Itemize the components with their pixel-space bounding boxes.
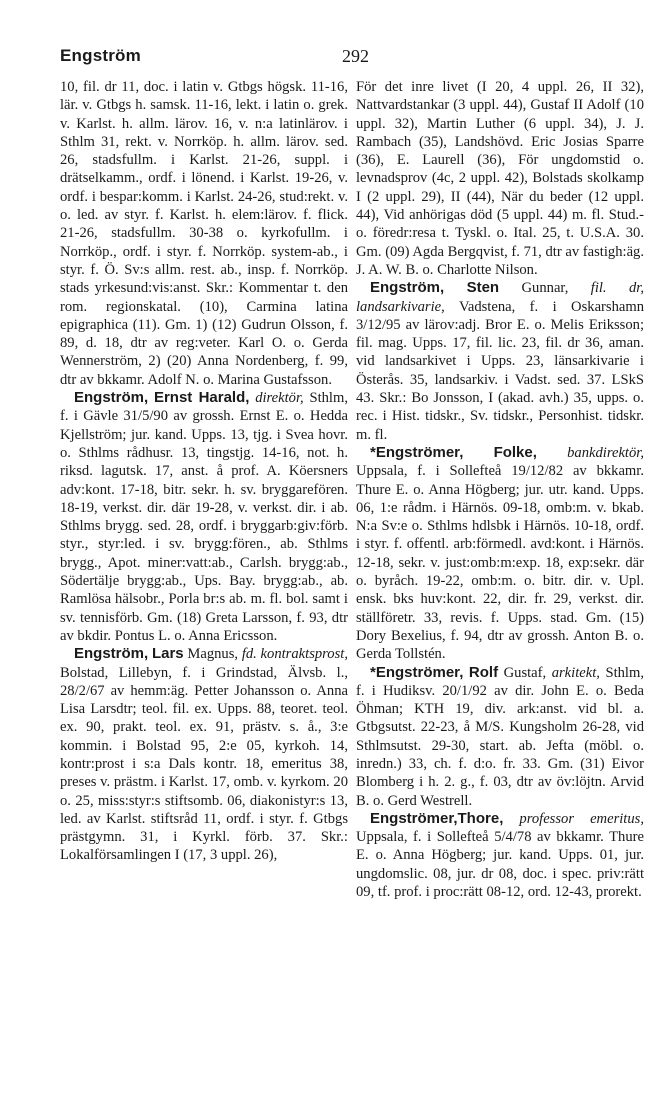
entry-role: fd. kontraktsprost, <box>241 646 348 663</box>
right-column <box>356 78 644 901</box>
entry-given-name: Lars <box>151 645 184 663</box>
page-header <box>60 46 614 70</box>
entry-continuation <box>356 78 644 279</box>
entry-given-name: Rolf <box>468 663 499 681</box>
entry-role: arkitekt, <box>551 664 600 681</box>
entry-engstromer-rolf <box>356 664 644 810</box>
entry-text: Uppsala, f. i Sollefteå 5/4/78 av bkkamr. Thure E. o. Anna Högberg; jur. kand. Upps. 01, jur. ungdomslic. 08, jur. dr 08, doc. i spec. priv:rätt 09, tf. prof. i proc:rätt 08-12, ord. 12-43, prorekt. <box>356 829 644 901</box>
entry-engstromer-thore <box>356 810 644 901</box>
entry-text: Bolstad, Lillebyn, f. i Grindstad, Älvsb. l., 28/2/67 av hemm:äg. Petter Johansson o. Anna Lisa Larsdtr; teol. fil. ex. Upps. 88, teoret. teol. ex. 90, prakt. teol. ex. 91, prästv. s. å., 3:e kommin. i Bolstad 95, 2:e 05, kyrkoh. 14, kontr:prost i s:a Dals kontr. 18, emeritus 38, preses v. prästm. i Karlst. 17, omb. v. kyrkom. 20 o. 25, miss:styr:s stiftsomb. 06, diakonistyr:s 13, led. av Karlst. stiftsråd 11, ordf. i styr. f. Gtbgs prästgymn. 31, i Kyrkl. förb. 37. Skr.: Lokalförsamlingen I (17, 3 uppl. 26), <box>60 664 348 864</box>
entry-engstrom-sten <box>356 279 644 444</box>
entry-surname: Engström, <box>74 645 149 663</box>
entry-surname: Engströmer,Thore, <box>370 809 504 827</box>
entry-surname: Engström, <box>74 389 149 407</box>
entry-role: professor emeritus, <box>519 810 644 827</box>
entry-text: För det inre livet (I 20, 4 uppl. 26, II 32), Nattvardstankar (3 uppl. 44), Gustaf II Adolf (10 uppl. 32), Martin Luther (6 uppl. 34), J. J. Rambach (35), Landshövd. Eric Josias Sparre (36), E. Laurell (36), För ungdomstid o. levnadsprov (4c, 2 uppl. 42), Bolstads skolkamp I (2 uppl. 29), II (44), När du beder (12 uppl. 44), Vid anhörigas död (5 uppl. 44) m. fl. Stud.- o. föredr:resa t. Tyskl. o. Ital. 25, t. U.S.A. 30. Gm. (09) Agda Bergqvist, f. 71, dtr av fastigh:äg. J. A. W. B. o. Charlotte Nilson. <box>356 79 644 278</box>
entry-surname: Engström, <box>370 279 445 297</box>
entry-text: Sthlm, f. i Hudiksv. 20/1/92 av dir. John E. o. Beda Öhman; KTH 19, div. ark:anst. vid bl. a. Gtbgsutst. 22-23, å M/S. Kungsholm 26-28, vid Sthlmsutst. 29-30, start. ab. Jefta (möbl. o. inredn.) 33, ch. f. d:o. fr. 33. Gm. (31) Eivor Blomberg i h. 2. g., f. 03, dtr av öv:löjtn. Arvid B. o. Gerd Westrell. <box>356 664 644 809</box>
entry-continuation <box>60 78 348 389</box>
entry-role-prefix: Magnus, <box>187 646 239 663</box>
entry-text: Sthlm, f. i Gävle 31/5/90 av grossh. Ernst E. o. Hedda Kjellström; jur. kand. Upps. 13, tjg. i Svea hovr. o. Sthlms rådhusr. 13, tingstjg. 14-16, not. h. riksd. lagutsk. 17, anst. å prof. A. Köersners adv:kont. 17-18, bitr. sekr. h. sv. bryggarefören. 18-19, verkst. dir. där 19-28, v. verkst. dir. i ab. Sthlms brygg. sed. 28, ordf. i bryggarb:giv:förb. styr., styr:led. i sv. brygg:fören., ab. Sthlms brygg., Apot. miner:vatt:ab., Carlsh. brygg:ab., Södertälje brygg:ab., Ups. Bay. brygg:ab., ab. Ramlösa hälsobr., Porla br:s ab. m. fl. bol. samt i sv. tennisförb. Gm. (18) Greta Larsson, f. 93, dtr av bkdir. Pontus L. o. Anna Ericsson. <box>60 390 348 644</box>
entry-role: bankdirektör, <box>567 444 644 461</box>
entry-text: 10, fil. dr 11, doc. i latin v. Gtbgs högsk. 11-16, lär. v. Gtbgs h. samsk. 11-16, lekt. i latin o. grek. v. Karlst. h. allm. lärov. 16, v. n:a latinlärov. i Sthlm 31, rekt. v. Norrköp. h. allm. lärov. sed. 26, stadsfullm. i Karlst. 21-26, suppl. i drätselkamm., ordf. i lönend. i Karlst. 19-26, v. ordf. i bespar:komm. i Karlst. 24-26, stud:rekt. v. o. led. av styr. f. Karlst. h. elem:lärov. f. flick. 21-26, stadsfullm. 30-38 o. kyrkofullm. i Norrköp., ordf. i styr. f. Norrköp. system-ab., i styr. f. Ö. Sv:s allm. rest. ab., insp. f. Norrköp. stads yrkesund:vis:anst. Skr.: Kommentar t. den rom. regionskatal. (10), Carmina latina epigraphica (11). Gm. 1) (12) Gudrun Olsson, f. 89, d. 18, dtr av reg:veter. Karl O. o. Gerda Wennerström, 2) (20) Anna Nordenberg, f. 99, dtr av bkkamr. Adolf N. o. Marina Gustafsson. <box>60 79 348 388</box>
entry-role: direktör, <box>255 390 304 407</box>
entry-surname: *Engströmer, <box>370 663 464 681</box>
entry-role-prefix: Gunnar, <box>521 280 569 297</box>
entry-engstrom-ernst-harald <box>60 389 348 645</box>
entry-text: Vadstena, f. i Oskarshamn 3/12/95 av lärov:adj. Bror E. o. Melis Eriksson; fil. mag. Upps. 17, fil. lic. 23, fil. dr 36, aman. vid landsarkivet i Upps. 23, länsarkivarie i Österås. 35, landsarkiv. i Vadst. sed. 37. LSkS 43. Skr.: Bo Jonsson, I (akad. avh.) 35, upps. o. rec. i Hist. tidskr., Sv. tidskr., Personhist. tidskr. m. fl. <box>356 298 645 443</box>
entry-surname: *Engströmer, <box>370 443 464 461</box>
entry-role-prefix: Gustaf, <box>503 664 547 681</box>
entry-engstromer-folke <box>356 444 644 664</box>
left-column <box>60 78 348 865</box>
entry-given-name: Sten <box>466 279 500 297</box>
entry-given-name: Ernst Harald, <box>153 389 250 407</box>
entry-engstrom-lars <box>60 645 348 865</box>
entry-role: fil. dr, landsarkivarie, <box>356 280 644 315</box>
page-number: 292 <box>342 46 369 66</box>
running-head: Engström <box>60 46 141 65</box>
entry-text: Uppsala, f. i Sollefteå 19/12/82 av bkkamr. Thure E. o. Anna Högberg; jur. utr. kand. Upps. 06, 1:e rådm. i Härnös. 09-18, omb:m. v. bkab. N:a Sv:e o. Sthlms hdlsbk i Härnös. 10-18, ordf. i styr. f. offentl. arb:förmedl. avd:kont. i Härnös. 12-18, sekr. v. just:omb:m:exp. 18, exp:sekr. där o. byråch. 19-22, omb:m. o. bitr. dir. v. Upl. ensk. bks huv:kont. 22, dir. fr. 29, verkst. dir. ställföretr. 33, revis. f. Upps. stad. Gm. (15) Dory Bexelius, f. 94, dtr av grossh. Anton B. o. Gerda Tollstén. <box>356 463 644 663</box>
entry-given-name: Folke, <box>493 443 537 461</box>
